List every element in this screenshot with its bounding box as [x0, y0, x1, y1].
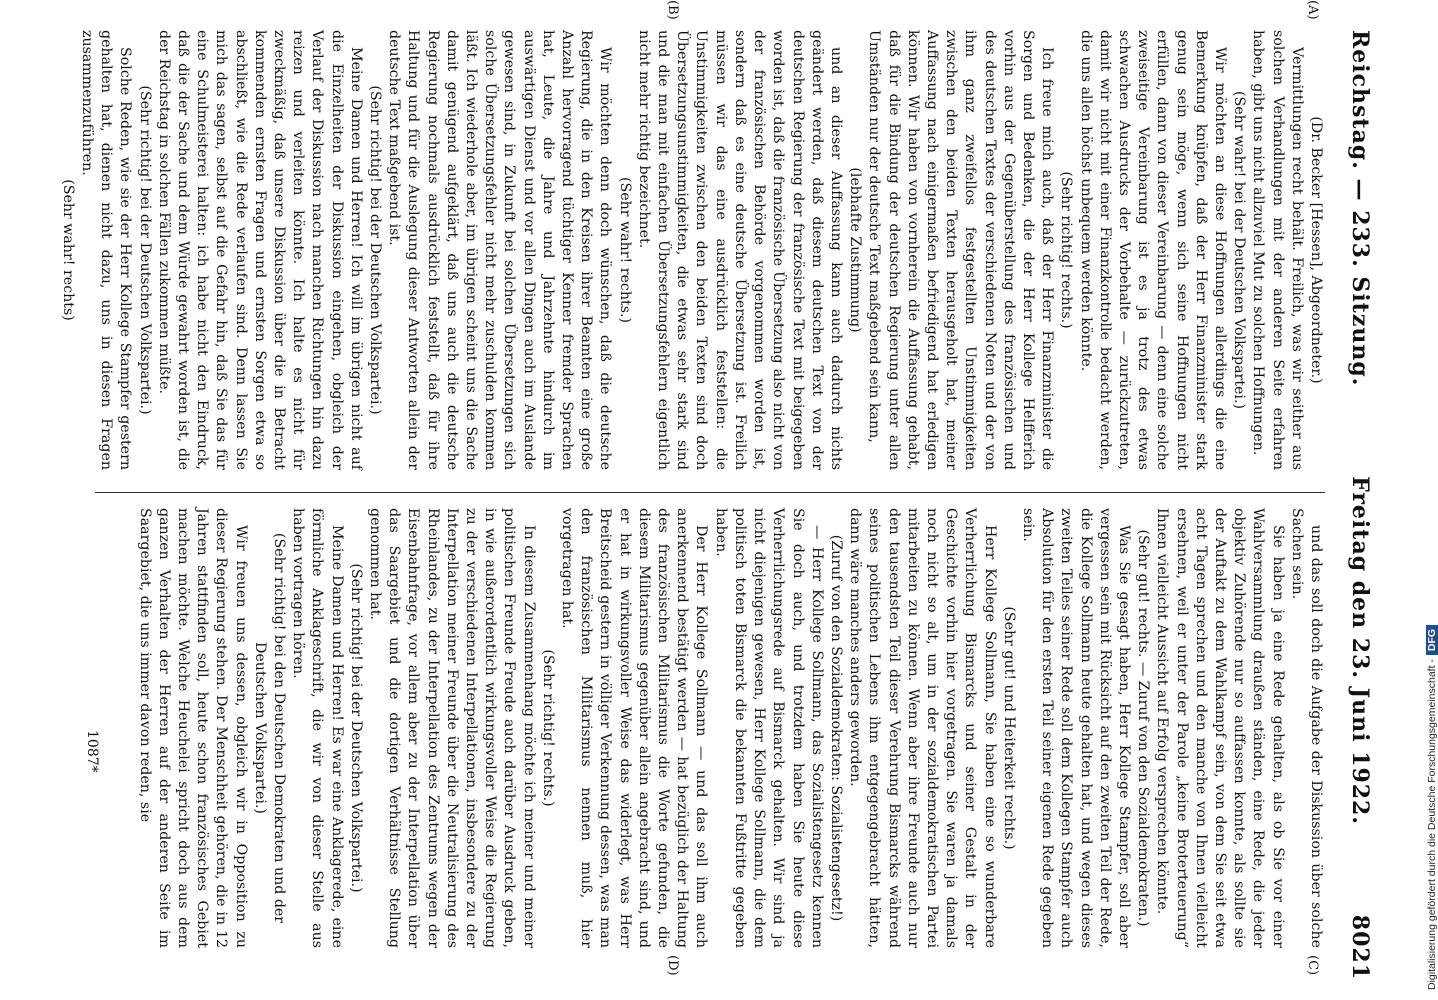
margin-marker-b: (B)	[665, 0, 680, 20]
paragraph: (Sehr richtig! bei der Deutschen Volkspartei.)	[136, 85, 153, 415]
paragraph: Wir freuen uns dessen, obgleich wir in Opposition zu dieser Regierung stehen. Der Menschheit gehören, die in 12 Jahren stattfinden soll, heute schon französisches Gebiet machen möchte. Welche Heuchelei spricht doch aus dem ganzen Verhalten der Herren auf der anderen Seite im Saargebiet, die uns immer davon reden, sie	[136, 508, 249, 948]
paragraph: (Sehr richtig! bei den Deutschen Demokraten und der Deutschen Volkspartei.)	[251, 532, 288, 924]
column-divider	[95, 492, 1325, 493]
paragraph: (Dr. Becker [Hessen], Abgeordneter.)	[1308, 116, 1324, 384]
header-left: Reichstag. — 233. Sitzung.	[1347, 30, 1373, 387]
page-footer-mark: 1087*	[84, 730, 100, 773]
digitization-sidebar	[1410, 10, 1438, 990]
paragraph: (Sehr wahr! bei der Deutschen Volkspartei.)	[1231, 90, 1248, 410]
paragraph: Ich freue mich auch, daß der Herr Finanzminister die Sorgen und Bedenken, die der Herr Kollege Helfferich vorhin aus der Gegenüberstellung des französischen und des deutschen Textes der verschiedenen Noten und der von ihm ganz zweifellos festgestellten Unstimmigkeiten zwischen den beiden Texten herausgeholt hat, meiner Auffassung nach einigermaßen befriedigend hat erledigen können. Wir haben von vornherein die Auffassung gehabt, daß für die Bindung der deutschen Regierung unter allen Umständen nur der deutsche Text maßgebend sein kann,	[866, 30, 1056, 470]
paragraph: Wir möchten an diese Hoffnungen allerdings die eine Bemerkung knüpfen, daß der Herr Finanzminister stark genug sein möge, wenn sich seine Hoffnungen nicht erfüllen, dann von dieser Vereinbarung — denn eine solche zweiseitige Vereinbarung ist es ja trotz des etwas schwachen Ausdrucks der Vorbehalte — zurückzutreten, damit wir nicht mit einer Finanzkontrolle bedacht werden, die uns allen höchst unbequem werden könnte.	[1077, 30, 1228, 470]
margin-marker-d: (D)	[665, 955, 680, 976]
paragraph: Sie haben ja eine Rede gehalten, als ob Sie vor einer Wahlversammlung draußen ständen, eine Rede, die jeder objektiv Zuhörende nur so auffassen konnte, als sollte sie der Auftakt zu dem Wahlkampf sein, von dem Sie seit etwa acht Tagen sprechen und den manche von Ihnen vielleicht ersehnen, weil er unter der Parole „keine Broterteuerung“ Ihnen vielleicht Aussicht auf Erfolg versprechen könnte.	[1154, 508, 1286, 948]
paragraph: Solche Reden, wie sie der Herr Kollege Stampfer gestern gehalten hat, dienen nicht dazu, uns in diesen Fragen zusammenzuführen.	[79, 30, 134, 470]
paragraph: Meine Damen und Herren! Es war eine Anklagerede, eine förmliche Anklageschrift, die wir von dieser Stelle aus haben vortragen hören.	[290, 508, 345, 948]
paragraph: und das soll doch die Aufgabe der Diskussion über solche Sachen sein.	[1288, 508, 1324, 948]
paragraph: — Herr Kollege Sollmann, das Sozialistengesetz kennen Sie doch auch, und trotzdem haben Sie heute diese Verherrlichungsrede auf Bismarck gehalten. Wir sind ja nicht diejenigen gewesen, Herr Kollege Sollmann, die dem politisch toten Bismarck die bekannten Fußtritte gegeben haben.	[712, 508, 825, 948]
paragraph: (Sehr gut! und Heiterkeit rechts.)	[1000, 606, 1017, 850]
paragraph: (Sehr richtig! rechts.)	[1058, 171, 1075, 329]
paragraph: und an dieser Auffassung kann auch dadurch nichts geändert werden, daß diesem deutschen Text von der deutschen Regierung der französische Text mit beigegeben worden ist, daß die französische Übersetzung also nicht von der französischen Behörde vorgenommen worden ist, sondern daß es eine deutsche Übersetzung ist. Freilich müssen wir das eine ausdrücklich feststellen: die Unstimmigkeiten zwischen den beiden Texten sind doch Übersetzungsunstimmigkeiten, die etwas sehr stark sind und die man mit einfachen Übersetzungsfehlern eigentlich nicht mehr richtig bezeichnet.	[635, 30, 844, 470]
paragraph: (Sehr richtig! bei der Deutschen Volkspartei.)	[347, 563, 364, 893]
margin-marker-a: (A)	[1305, 0, 1320, 20]
page-header	[1340, 30, 1380, 980]
paragraph: (Sehr gut! rechts. — Zuruf von den Sozialdemokraten.)	[1135, 529, 1152, 927]
paragraph: (lebhafte Zustimmung)	[847, 167, 864, 333]
paragraph: (Sehr wahr! rechts)	[59, 179, 76, 321]
paragraph: Der Herr Kollege Sollmann — und das soll ihm auch anerkennend bestätigt werden — hat bezüglich der Haltung des französischen Militarismus die Worte gefunden, die diesem Militarismus gegenüber allein angebracht sind, und er hat in wirkungsvoller Weise das widerlegt, was Herr Breitscheid gestern in völliger Verkennung dessen, was man den französischen Militarismus nennen muß, hier vorgetragen hat.	[559, 508, 710, 948]
paragraph: Meine Damen und Herren! Ich will im übrigen nicht auf die Einzelheiten der Diskussion eingehen, obgleich der Verlauf der Diskussion nach manchen Richtungen hin dazu reizen und verleiten könnte. Ich halte es nicht für zweckmäßig, daß unsere Diskussion über die in Betracht kommenden ernsten Fragen und ernsten Sorgen etwa so abschließt, wie die Rede verlaufen sind. Denn lassen Sie mich das sagen, selbst auf die Gefahr hin, daß Sie das für eine Schulmeisterei halten: ich habe nicht den Eindruck, daß die der Sache und dem Würde gewahrt worden ist, die der Reichstag in solchen Fällen zukommen müßte.	[155, 30, 364, 470]
rotated-page-content	[50, 0, 1380, 980]
paragraph: In diesem Zusammenhang möchte ich meiner und meiner politischen Freunde Freude auch darüber Ausdruck geben, in wie außerordentlich wirkungsvoller Weise die Regierung zu der verschiedenen Interpellationen, insbesondere zu der Interpellation meiner Freunde über die Neutralisierung des Rheinlandes, zu der Interpellation des Zentrums wegen der Eisenbahnfrage, vor allem aber zu der Interpellation über das Saargebiet und die dortigen Verhältnisse Stellung genommen hat.	[367, 508, 537, 948]
right-text-column	[95, 508, 1325, 948]
margin-marker-c: (C)	[1305, 955, 1320, 976]
paragraph: Wir möchten denn doch wünschen, daß die deutsche Regierung, die in den Kreisen ihrer Beamten eine große Anzahl hervorragend tüchtiger Kenner fremder Sprachen hat, Leute, die Jahre und Jahrzehnte hindurch im auswärtigen Dienst und vor allen Dingen auch im Auslande gewesen sind, in Zukunft bei solchen Übersetzungen sich solche Übersetzungsfehler nicht mehr zuschulden kommen läßt. Ich wiederhole aber, im übrigen scheint uns die Sache damit genügend aufgeklärt, daß uns auch die deutsche Regierung nochmals ausdrücklich feststellt, daß für ihre Haltung und für die Auslegung dieser Antworten allein der deutsche Text maßgebend ist.	[386, 30, 614, 470]
dfg-logo: DFG	[1426, 625, 1438, 655]
paragraph: Herr Kollege Sollmann, Sie haben eine so wunderbare Verherrlichung Bismarcks und seiner Gestalt in der Geschichte vorhin hier vorgetragen. Sie waren ja damals noch nicht so alt, um in der sozialdemokratischen Partei mitarbeiten zu können. Wenn aber ihre Freunde auch nur den tausendsten Teil dieser Verehrung Bismarcks während seines politischen Lebens ihm entgegengebracht hätten, dann wäre manches anders geworden.	[847, 508, 998, 948]
paragraph: (Sehr richtig! bei der Deutschen Volkspartei.)	[367, 85, 384, 415]
digitization-notice: Digitalisierung gefördert durch die Deutsche Forschungsgemeinschaft -	[1426, 659, 1438, 990]
paragraph: Was Sie gesagt haben, Herr Kollege Stampfer, soll aber vergessen sein mit Rücksicht auf den zweiten Teil der Rede, die Kollege Sollmann heute gehalten hat, und wegen dieses zweiten Teiles seiner Rede soll dem Kollegen Stampfer auch Absolution für den ersten Teil seiner eigenen Rede gegeben sein.	[1019, 508, 1132, 948]
header-center: Freitag den 23. Juni 1922.	[1347, 476, 1373, 826]
paragraph: Vermittlungen recht behält. Freilich, was wir seither aus solchen Verhandlungen mit der anderen Seite erfahren haben, gibt uns nicht allzuviel Mut zu solchen Hoffnungen.	[1250, 30, 1305, 470]
paragraph: (Zuruf von den Sozialdemokraten: Sozialistengesetz!)	[827, 534, 844, 922]
page-number: 8021	[1347, 914, 1373, 980]
left-text-column	[59, 30, 1325, 470]
paragraph: (Sehr richtig! rechts.)	[539, 649, 556, 807]
paragraph: (Sehr wahr! rechts.)	[616, 176, 633, 324]
